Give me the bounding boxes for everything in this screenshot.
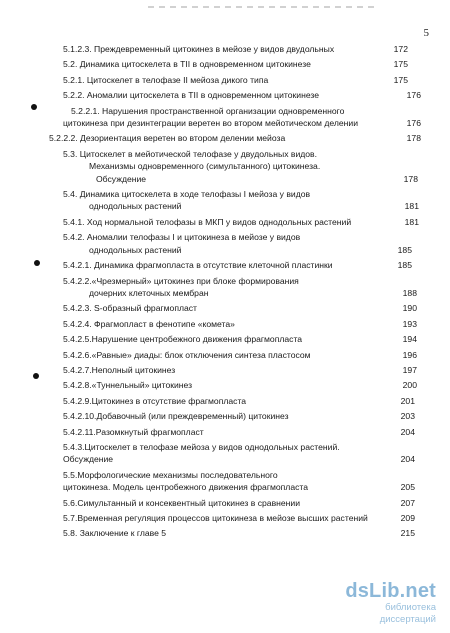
toc-entry: [0, 43, 450, 55]
toc-entry-page: 181: [404, 201, 419, 212]
table-of-contents: [0, 43, 450, 543]
toc-entry-page: 190: [402, 303, 417, 314]
toc-entry: [0, 132, 450, 144]
toc-entry-page: 200: [402, 380, 417, 391]
toc-entry-page: 178: [403, 173, 418, 184]
bullet-mark: [31, 104, 37, 110]
toc-entry-page: 207: [400, 497, 415, 508]
toc-entry-page: 203: [400, 411, 415, 422]
toc-entry-title-line: 5.2.2.2. Дезориентация веретен во втором делении мейоза: [49, 133, 286, 144]
toc-entry: [0, 395, 450, 407]
toc-entry-title-line: Обсуждение: [63, 454, 114, 465]
toc-entry-page: 209: [400, 513, 415, 523]
toc-entry-page: 172: [393, 44, 408, 54]
toc-entry-title-line: 5.2. Динамика цитоскелета в ТII в одновременном цитокинезе: [63, 59, 311, 70]
toc-entry: [0, 512, 450, 524]
toc-entry-page: 185: [397, 260, 412, 271]
toc-entry-title-line: однодольных растений: [89, 244, 182, 255]
toc-entry-title-line: Обсуждение: [96, 173, 147, 184]
watermark: [336, 580, 436, 626]
toc-entry: [0, 497, 450, 509]
toc-entry-title-line: цитокинеза. Модель центробежного движения фрагмопласта: [63, 482, 309, 493]
toc-entry-title-line: 5.4. Динамика цитоскелета в ходе телофазы I мейоза у видов: [63, 189, 311, 200]
toc-entry-title-line: Механизмы одновременного (симультанного) цитокинеза.: [89, 161, 321, 172]
toc-entry-title-line: 5.6.Симультанный и консеквентный цитокинез в сравнении: [63, 497, 301, 508]
toc-entry-page: 176: [406, 118, 421, 129]
toc-entry: [0, 259, 450, 271]
toc-entry-title-line: 5.1.2.3. Преждевременный цитокинез в мейозе у видов двудольных: [63, 44, 335, 54]
toc-entry: [0, 441, 450, 466]
toc-entry-title-line: 5.7.Временная регуляция процессов цитокинеза в мейозе высших растений: [63, 513, 368, 523]
toc-entry: [0, 302, 450, 314]
toc-entry-page: 193: [402, 318, 417, 329]
toc-entry-title-line: 5.3. Цитоскелет в мейотической телофазе у двудольных видов.: [63, 148, 318, 159]
toc-entry-title-line: 5.8. Заключение к главе 5: [63, 528, 167, 539]
toc-entry-title-line: 5.2.1. Цитоскелет в телофазе II мейоза дикого типа: [63, 74, 269, 85]
toc-entry-page: 176: [406, 90, 421, 101]
toc-entry: [0, 469, 450, 494]
toc-entry: [0, 349, 450, 361]
toc-entry-title-line: 5.4.2.7.Неполный цитокинез: [63, 364, 176, 375]
toc-entry-title-line: 5.4.3.Цитоскелет в телофазе мейоза у видов однодольных растений.: [63, 441, 340, 452]
toc-entry-page: 201: [400, 395, 415, 406]
toc-entry-title-line: 5.4.2.4. Фрагмопласт в фенотипе «комета»: [63, 318, 235, 329]
toc-entry: [0, 216, 450, 228]
toc-entry-title-line: 5.4.2.1. Динамика фрагмопласта в отсутствие клеточной пластинки: [63, 260, 333, 271]
toc-entry-page: 181: [404, 216, 419, 227]
bullet-mark: [34, 260, 40, 266]
toc-entry-title-line: 5.4.2. Аномалии телофазы I и цитокинеза в мейозе у видов: [63, 232, 301, 243]
toc-entry: [0, 527, 450, 539]
watermark-logo: dsLib.net: [345, 580, 436, 602]
toc-entry: [0, 333, 450, 345]
toc-entry: [0, 89, 450, 101]
toc-entry: [0, 74, 450, 86]
toc-entry-title-line: 5.4.1. Ход нормальной телофазы в МКП у видов однодольных растений: [63, 216, 352, 227]
toc-entry-title-line: 5.4.2.9.Цитокинез в отсутствие фрагмопласта: [63, 395, 247, 406]
toc-entry-page: 197: [402, 364, 417, 375]
toc-entry: [0, 58, 450, 70]
toc-entry-page: 196: [402, 349, 417, 360]
scan-artifact: [148, 6, 378, 8]
toc-entry: [0, 275, 450, 300]
toc-entry: [0, 231, 450, 256]
watermark-subtitle: библиотека диссертаций: [379, 602, 436, 625]
toc-entry-title-line: 5.4.2.8.«Туннельный» цитокинез: [63, 380, 193, 391]
toc-entry-page: 205: [400, 482, 415, 493]
toc-entry-title-line: 5.4.2.2.«Чрезмерный» цитокинез при блоке формирования: [63, 275, 299, 286]
toc-entry: [0, 426, 450, 438]
toc-entry: [0, 318, 450, 330]
toc-entry-page: 204: [400, 454, 415, 465]
toc-entry-title-line: 5.4.2.3. S-образный фрагмопласт: [63, 303, 197, 314]
toc-entry: [0, 379, 450, 391]
toc-entry: [0, 148, 450, 185]
toc-entry: [0, 188, 450, 213]
toc-entry-page: 188: [402, 287, 417, 298]
toc-entry-title-line: 5.4.2.10.Добавочный (или преждевременный) цитокинез: [63, 411, 289, 422]
toc-entry-title-line: 5.2.2.1. Нарушения пространственной организации одновременного: [71, 105, 345, 116]
toc-entry-title-line: 5.2.2. Аномалии цитоскелета в ТII в одновременном цитокинезе: [63, 90, 320, 101]
toc-entry-title-line: 5.4.2.11.Разомкнутый фрагмопласт: [63, 426, 204, 437]
toc-entry-page: 175: [393, 59, 408, 70]
toc-entry-title-line: цитокинеза при дезинтеграции веретен во втором мейотическом делении: [63, 118, 358, 129]
toc-entry: [0, 105, 450, 130]
toc-entry-title-line: 5.4.2.6.«Равные» диады: блок отключения синтеза пластосом: [63, 349, 311, 360]
toc-entry-page: 178: [406, 133, 421, 144]
toc-entry: [0, 410, 450, 422]
toc-entry-title-line: 5.5.Морфологические механизмы последовательного: [63, 469, 278, 480]
toc-entry-page: 175: [393, 74, 408, 85]
toc-entry-page: 204: [400, 426, 415, 437]
toc-entry: [0, 364, 450, 376]
toc-entry-title-line: 5.4.2.5.Нарушение центробежного движения фрагмопласта: [63, 334, 303, 345]
bullet-mark: [33, 373, 39, 379]
toc-entry-page: 194: [402, 334, 417, 345]
toc-entry-title-line: однодольных растений: [89, 201, 182, 212]
toc-entry-title-line: дочерних клеточных мембран: [89, 287, 209, 298]
page-number: 5: [423, 27, 429, 39]
toc-entry-page: 215: [400, 528, 415, 539]
toc-entry-page: 185: [397, 244, 412, 255]
